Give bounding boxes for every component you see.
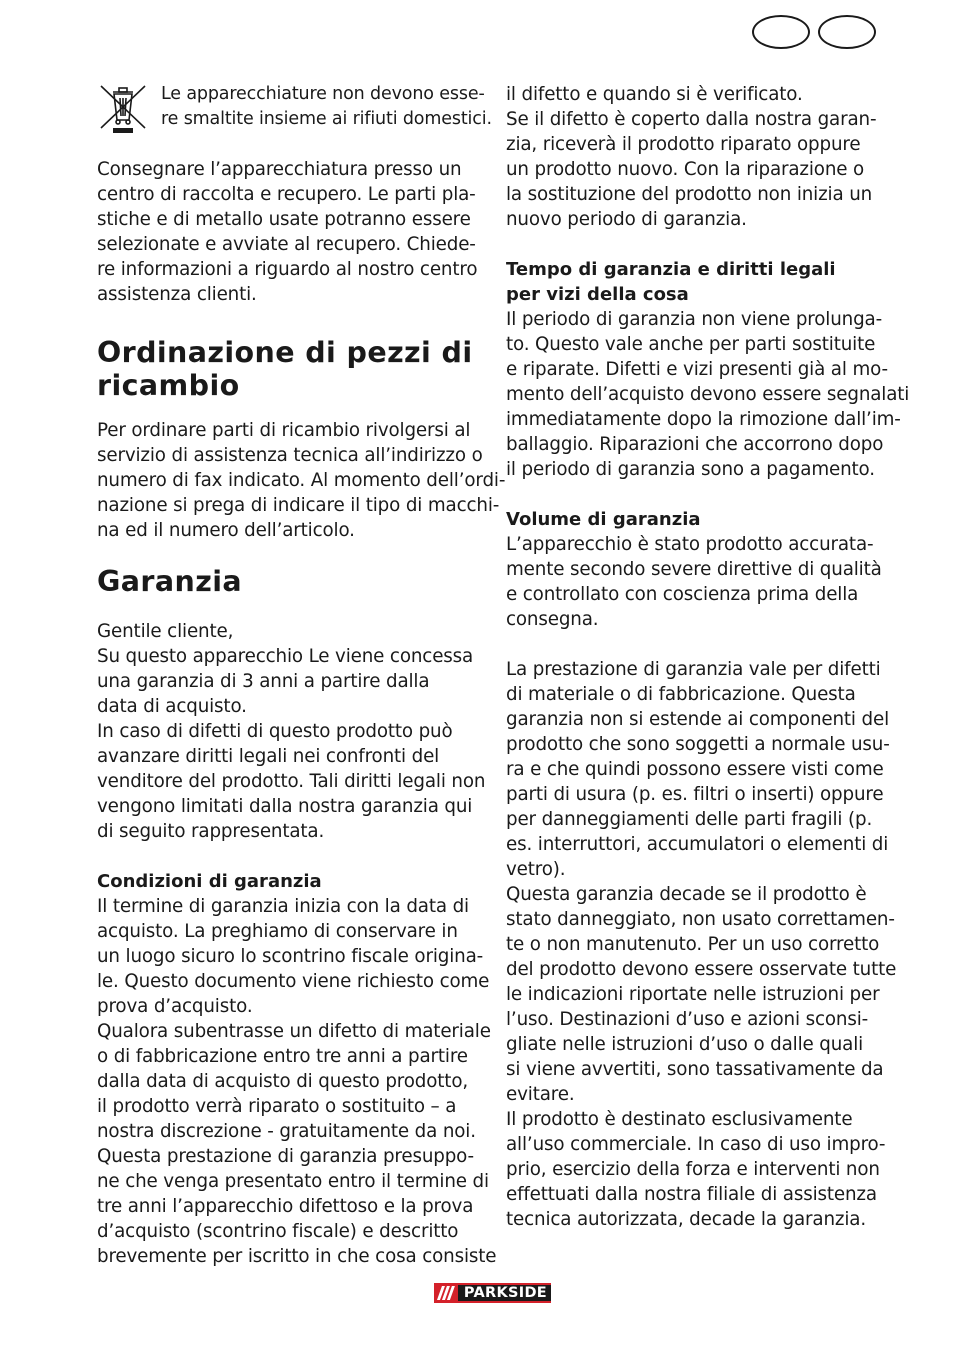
weee-text-line: re smaltite insieme ai rifiuti domestici. (161, 109, 492, 129)
paragraph-line: Su questo apparecchio Le viene concessa (97, 646, 474, 667)
paragraph-line: prova d’acquisto. (97, 996, 253, 1017)
paragraph-line: nuovo periodo di garanzia. (506, 209, 747, 230)
period-heading (506, 257, 889, 307)
paragraph-line: immediatamente dopo la rimozione dall’im- (506, 409, 901, 430)
right-column (506, 82, 910, 1232)
conditions-text (97, 894, 497, 1269)
paragraph-line: e riparate. Difetti e vizi presenti già al mo- (506, 359, 888, 380)
paragraph-line: il periodo di garanzia sono a pagamento. (506, 459, 875, 480)
subheading-line: per vizi della cosa (506, 284, 689, 305)
paragraph-line: tecnica autorizzata, decade la garanzia. (506, 1209, 866, 1230)
paragraph-line: Consegnare l’apparecchiatura presso un (97, 159, 462, 180)
paragraph-line: zia, riceverà il prodotto riparato oppure (506, 134, 861, 155)
paragraph-line: gliate nelle istruzioni d’uso o dalle quali (506, 1034, 864, 1055)
paragraph-line: Per ordinare parti di ricambio rivolgersi al (97, 420, 471, 441)
paragraph-line: prio, esercizio della forza e interventi non (506, 1159, 880, 1180)
paragraph-line: le indicazioni riportate nelle istruzioni per (506, 984, 880, 1005)
disposal-paragraph (97, 157, 482, 307)
scope-heading: Volume di garanzia (506, 509, 701, 530)
paragraph-line: l’uso. Destinazioni d’uso e azioni sconsi- (506, 1009, 869, 1030)
spare-parts-heading (97, 336, 482, 402)
conditions-heading: Condizioni di garanzia (97, 871, 322, 892)
paragraph-line: Gentile cliente, (97, 621, 234, 642)
paragraph-line: Il periodo di garanzia non viene prolunga- (506, 309, 883, 330)
paragraph-line: le. Questo documento viene richiesto come (97, 971, 490, 992)
paragraph-line: nazione si prega di indicare il tipo di macchi- (97, 495, 500, 516)
paragraph-line: prodotto che sono soggetti a normale usu- (506, 734, 890, 755)
paragraph-line: numero di fax indicato. Al momento dell’ordi- (97, 470, 506, 491)
subheading-line: Tempo di garanzia e diritti legali (506, 259, 836, 280)
paragraph-line: tre anni l’apparecchio difettoso e la prova (97, 1196, 474, 1217)
left-column (97, 82, 506, 1269)
paragraph-line: evitare. (506, 1084, 575, 1105)
paragraph-line: la sostituzione del prodotto non inizia un (506, 184, 873, 205)
scope-text-1 (506, 532, 889, 632)
heading-line: Ordinazione di pezzi di (97, 336, 473, 369)
paragraph-line: per danneggiamenti delle parti fragili (p. (506, 809, 873, 830)
paragraph-line: e controllato con coscienza prima della (506, 584, 859, 605)
paragraph-line: venditore del prodotto. Tali diritti legali non (97, 771, 486, 792)
paragraph-line: garanzia non si estende ai componenti del (506, 709, 890, 730)
conditions-continued (506, 82, 889, 232)
paragraph-line: il prodotto verrà riparato o sostituito – a (97, 1096, 457, 1117)
paragraph-line: vetro). (506, 859, 566, 880)
language-badges (752, 15, 876, 49)
paragraph-line: ne che venga presentato entro il termine di (97, 1171, 489, 1192)
paragraph-line: mente secondo severe direttive di qualità (506, 559, 882, 580)
logo-stripes-icon (434, 1283, 456, 1303)
paragraph-line: brevemente per iscritto in che cosa consiste (97, 1246, 497, 1267)
paragraph-line: ballaggio. Riparazioni che accorrono dopo (506, 434, 884, 455)
paragraph-line: d’acquisto (scontrino fiscale) e descritto (97, 1221, 459, 1242)
logo-wordmark-box (458, 1285, 551, 1301)
crossed-out-bin-icon (97, 82, 149, 134)
paragraph-line: il difetto e quando si è verificato. (506, 84, 803, 105)
paragraph-line: di materiale o di fabbricazione. Questa (506, 684, 856, 705)
paragraph-line: data di acquisto. (97, 696, 247, 717)
scope-text-2 (506, 657, 897, 1232)
paragraph-line: si viene avvertiti, sono tassativamente da (506, 1059, 884, 1080)
warranty-heading: Garanzia (97, 565, 242, 598)
paragraph-line: centro di raccolta e recupero. Le parti pla- (97, 184, 476, 205)
paragraph-line: servizio di assistenza tecnica all’indirizzo o (97, 445, 483, 466)
paragraph-line: es. interruttori, accumulatori o elementi di (506, 834, 889, 855)
paragraph-line: una garanzia di 3 anni a partire dalla (97, 671, 430, 692)
language-badge-oval (818, 15, 876, 49)
spare-parts-paragraph (97, 418, 506, 543)
paragraph-line: all’uso commerciale. In caso di uso impro- (506, 1134, 886, 1155)
paragraph-line: ra e che quindi possono essere visti come (506, 759, 884, 780)
paragraph-line: vengono limitati dalla nostra garanzia qui (97, 796, 473, 817)
paragraph-line: del prodotto devono essere osservate tutte (506, 959, 897, 980)
paragraph-line: Se il difetto è coperto dalla nostra garan- (506, 109, 877, 130)
paragraph-line: effettuati dalla nostra filiale di assistenza (506, 1184, 877, 1205)
warranty-intro (97, 619, 486, 844)
paragraph-line: La prestazione di garanzia vale per difetti (506, 659, 881, 680)
paragraph-line: stiche e di metallo usate potranno essere (97, 209, 471, 230)
weee-notice (97, 82, 492, 134)
paragraph-line: Il termine di garanzia inizia con la data di (97, 896, 469, 917)
paragraph-line: assistenza clienti. (97, 284, 257, 305)
paragraph-line: na ed il numero dell’articolo. (97, 520, 355, 541)
paragraph-line: dalla data di acquisto di questo prodotto, (97, 1071, 469, 1092)
paragraph-line: Questa garanzia decade se il prodotto è (506, 884, 867, 905)
paragraph-line: te o non manutenuto. Per un uso corretto (506, 934, 880, 955)
paragraph-line: stato danneggiato, non usato correttamen- (506, 909, 895, 930)
paragraph-line: un luogo sicuro lo scontrino fiscale origina- (97, 946, 484, 967)
paragraph-line: mento dell’acquisto devono essere segnalati (506, 384, 910, 405)
paragraph-line: consegna. (506, 609, 599, 630)
paragraph-line: Qualora subentrasse un difetto di materiale (97, 1021, 491, 1042)
language-badge-oval (752, 15, 810, 49)
paragraph-line: to. Questo vale anche per parti sostituite (506, 334, 876, 355)
paragraph-line: di seguito rappresentata. (97, 821, 325, 842)
paragraph-line: avanzare diritti legali nei confronti del (97, 746, 440, 767)
paragraph-line: un prodotto nuovo. Con la riparazione o (506, 159, 865, 180)
paragraph-line: L’apparecchio è stato prodotto accurata- (506, 534, 874, 555)
paragraph-line: acquisto. La preghiamo di conservare in (97, 921, 458, 942)
paragraph-line: Questa prestazione di garanzia presuppo- (97, 1146, 474, 1167)
paragraph-line: parti di usura (p. es. filtri o inserti) oppure (506, 784, 884, 805)
paragraph-line: Il prodotto è destinato esclusivamente (506, 1109, 853, 1130)
heading-line: ricambio (97, 369, 240, 402)
paragraph-line: selezionate e avviate al recupero. Chiede- (97, 234, 476, 255)
paragraph-line: In caso di difetti di questo prodotto può (97, 721, 453, 742)
period-text (506, 307, 910, 482)
weee-text-line: Le apparecchiature non devono esse- (161, 84, 485, 104)
parkside-logo (434, 1283, 551, 1303)
paragraph-line: o di fabbricazione entro tre anni a partire (97, 1046, 468, 1067)
brand-name: PARKSIDE (463, 1285, 547, 1301)
paragraph-line: nostra discrezione - gratuitamente da noi. (97, 1121, 476, 1142)
paragraph-line: re informazioni a riguardo al nostro centro (97, 259, 478, 280)
